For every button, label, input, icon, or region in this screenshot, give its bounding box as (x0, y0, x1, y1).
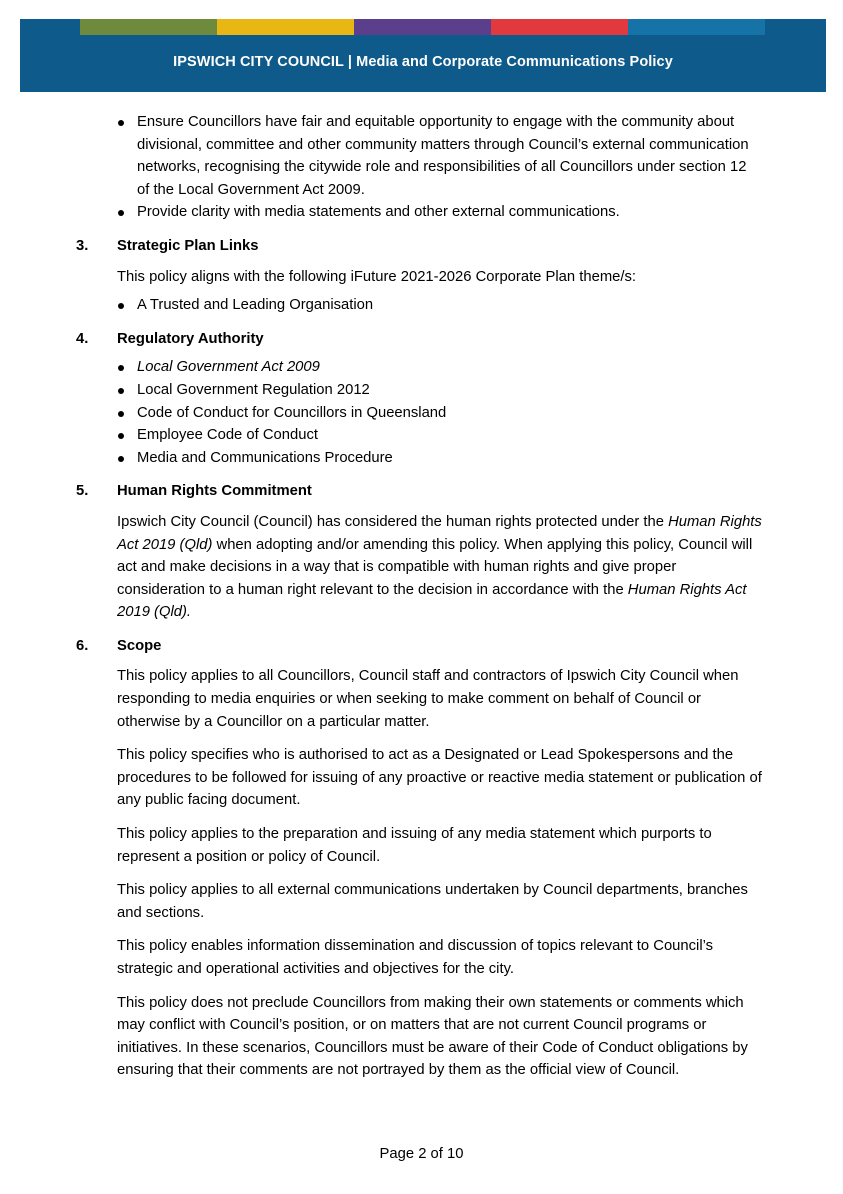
list-item: Local Government Regulation 2012 (137, 379, 752, 402)
italic-text: Human Rights Act 2019 (Qld). (117, 581, 747, 621)
header-title: IPSWICH CITY COUNCIL | Media and Corporate Communications Policy (173, 54, 673, 70)
paragraph: This policy applies to the preparation and issuing of any media statement which purports to represent a position or policy of Council. (117, 826, 712, 865)
list-item (137, 356, 752, 379)
regulatory-bullet-list (0, 356, 843, 469)
list-item: Media and Communications Procedure (137, 447, 752, 470)
text-run: when adopting and/or amending this policy. When applying this policy, Council will act and make decisions in a way that is compatible with human rights and give proper consideration to a human right relevant to the decision in accordance with the (117, 536, 753, 598)
section-number: 6. (76, 637, 89, 654)
italic-text: Local Government Act 2009 (137, 359, 320, 376)
paragraph: This policy enables information dissemination and discussion of topics relevant to Council’s strategic and operational activities and objectives for the city. (117, 938, 714, 977)
list-item: Employee Code of Conduct (137, 424, 752, 447)
list-item: Ensure Councillors have fair and equitable opportunity to engage with the community about divisional, committee and other community matters through Council’s external communication networks, recognising the citywide role and responsibilities of all Councillors under section 12 of the Local Government Act 2009. (137, 111, 752, 201)
section-number: 3. (76, 237, 89, 254)
list-item: Code of Conduct for Councillors in Queensland (137, 402, 752, 425)
paragraph: This policy specifies who is authorised to act as a Designated or Lead Spokespersons and the procedures to be followed for issuing of any proactive or reactive media statement or publication of any public facing document. (117, 747, 762, 809)
italic-text: Human Rights Act 2019 (Qld) (117, 513, 762, 553)
section-number: 5. (76, 483, 89, 500)
section-heading-regulatory-authority (76, 328, 843, 351)
section-heading-human-rights-commitment (76, 480, 843, 503)
section-heading-scope (76, 635, 843, 658)
list-item: A Trusted and Leading Organisation (137, 294, 752, 317)
paragraph: This policy applies to all Councillors, Council staff and contractors of Ipswich City Council when responding to media enquiries or when seeking to make comment on behalf of Council or otherwise by a Councillor on a particular matter. (117, 668, 739, 730)
strip-segment-purple (354, 19, 491, 35)
paragraph: This policy aligns with the following iFuture 2021-2026 Corporate Plan theme/s: (117, 268, 636, 285)
strip-segment-red (491, 19, 628, 35)
strip-segment-blue (628, 19, 765, 35)
document-body (0, 111, 843, 1082)
intro-bullet-list (0, 111, 843, 224)
section-number: 4. (76, 330, 89, 347)
paragraph: This policy does not preclude Councillors from making their own statements or comments which may conflict with Council’s position, or on matters that are not current Council programs or initiatives. In these scenarios, Councillors must be aware of their Code of Conduct obligations by ensuring that their comments are not portrayed by them as the official view of Council. (117, 994, 748, 1079)
section-title: Scope (117, 637, 162, 654)
section-title: Strategic Plan Links (117, 237, 259, 254)
paragraph: This policy applies to all external communications undertaken by Council departments, branches and sections. (117, 882, 748, 921)
section-title: Regulatory Authority (117, 330, 264, 347)
strip-segment-olive (80, 19, 217, 35)
text-run: Ipswich City Council (Council) has considered the human rights protected under the (117, 513, 669, 530)
section-title: Human Rights Commitment (117, 483, 312, 500)
strategic-plan-bullet-list (0, 294, 843, 317)
paragraph (117, 511, 767, 624)
header-color-strip (80, 19, 765, 35)
strip-segment-yellow (217, 19, 354, 35)
page-number: Page 2 of 10 (379, 1146, 464, 1162)
list-item: Provide clarity with media statements and other external communications. (137, 201, 752, 224)
section-heading-strategic-plan-links (76, 235, 843, 258)
